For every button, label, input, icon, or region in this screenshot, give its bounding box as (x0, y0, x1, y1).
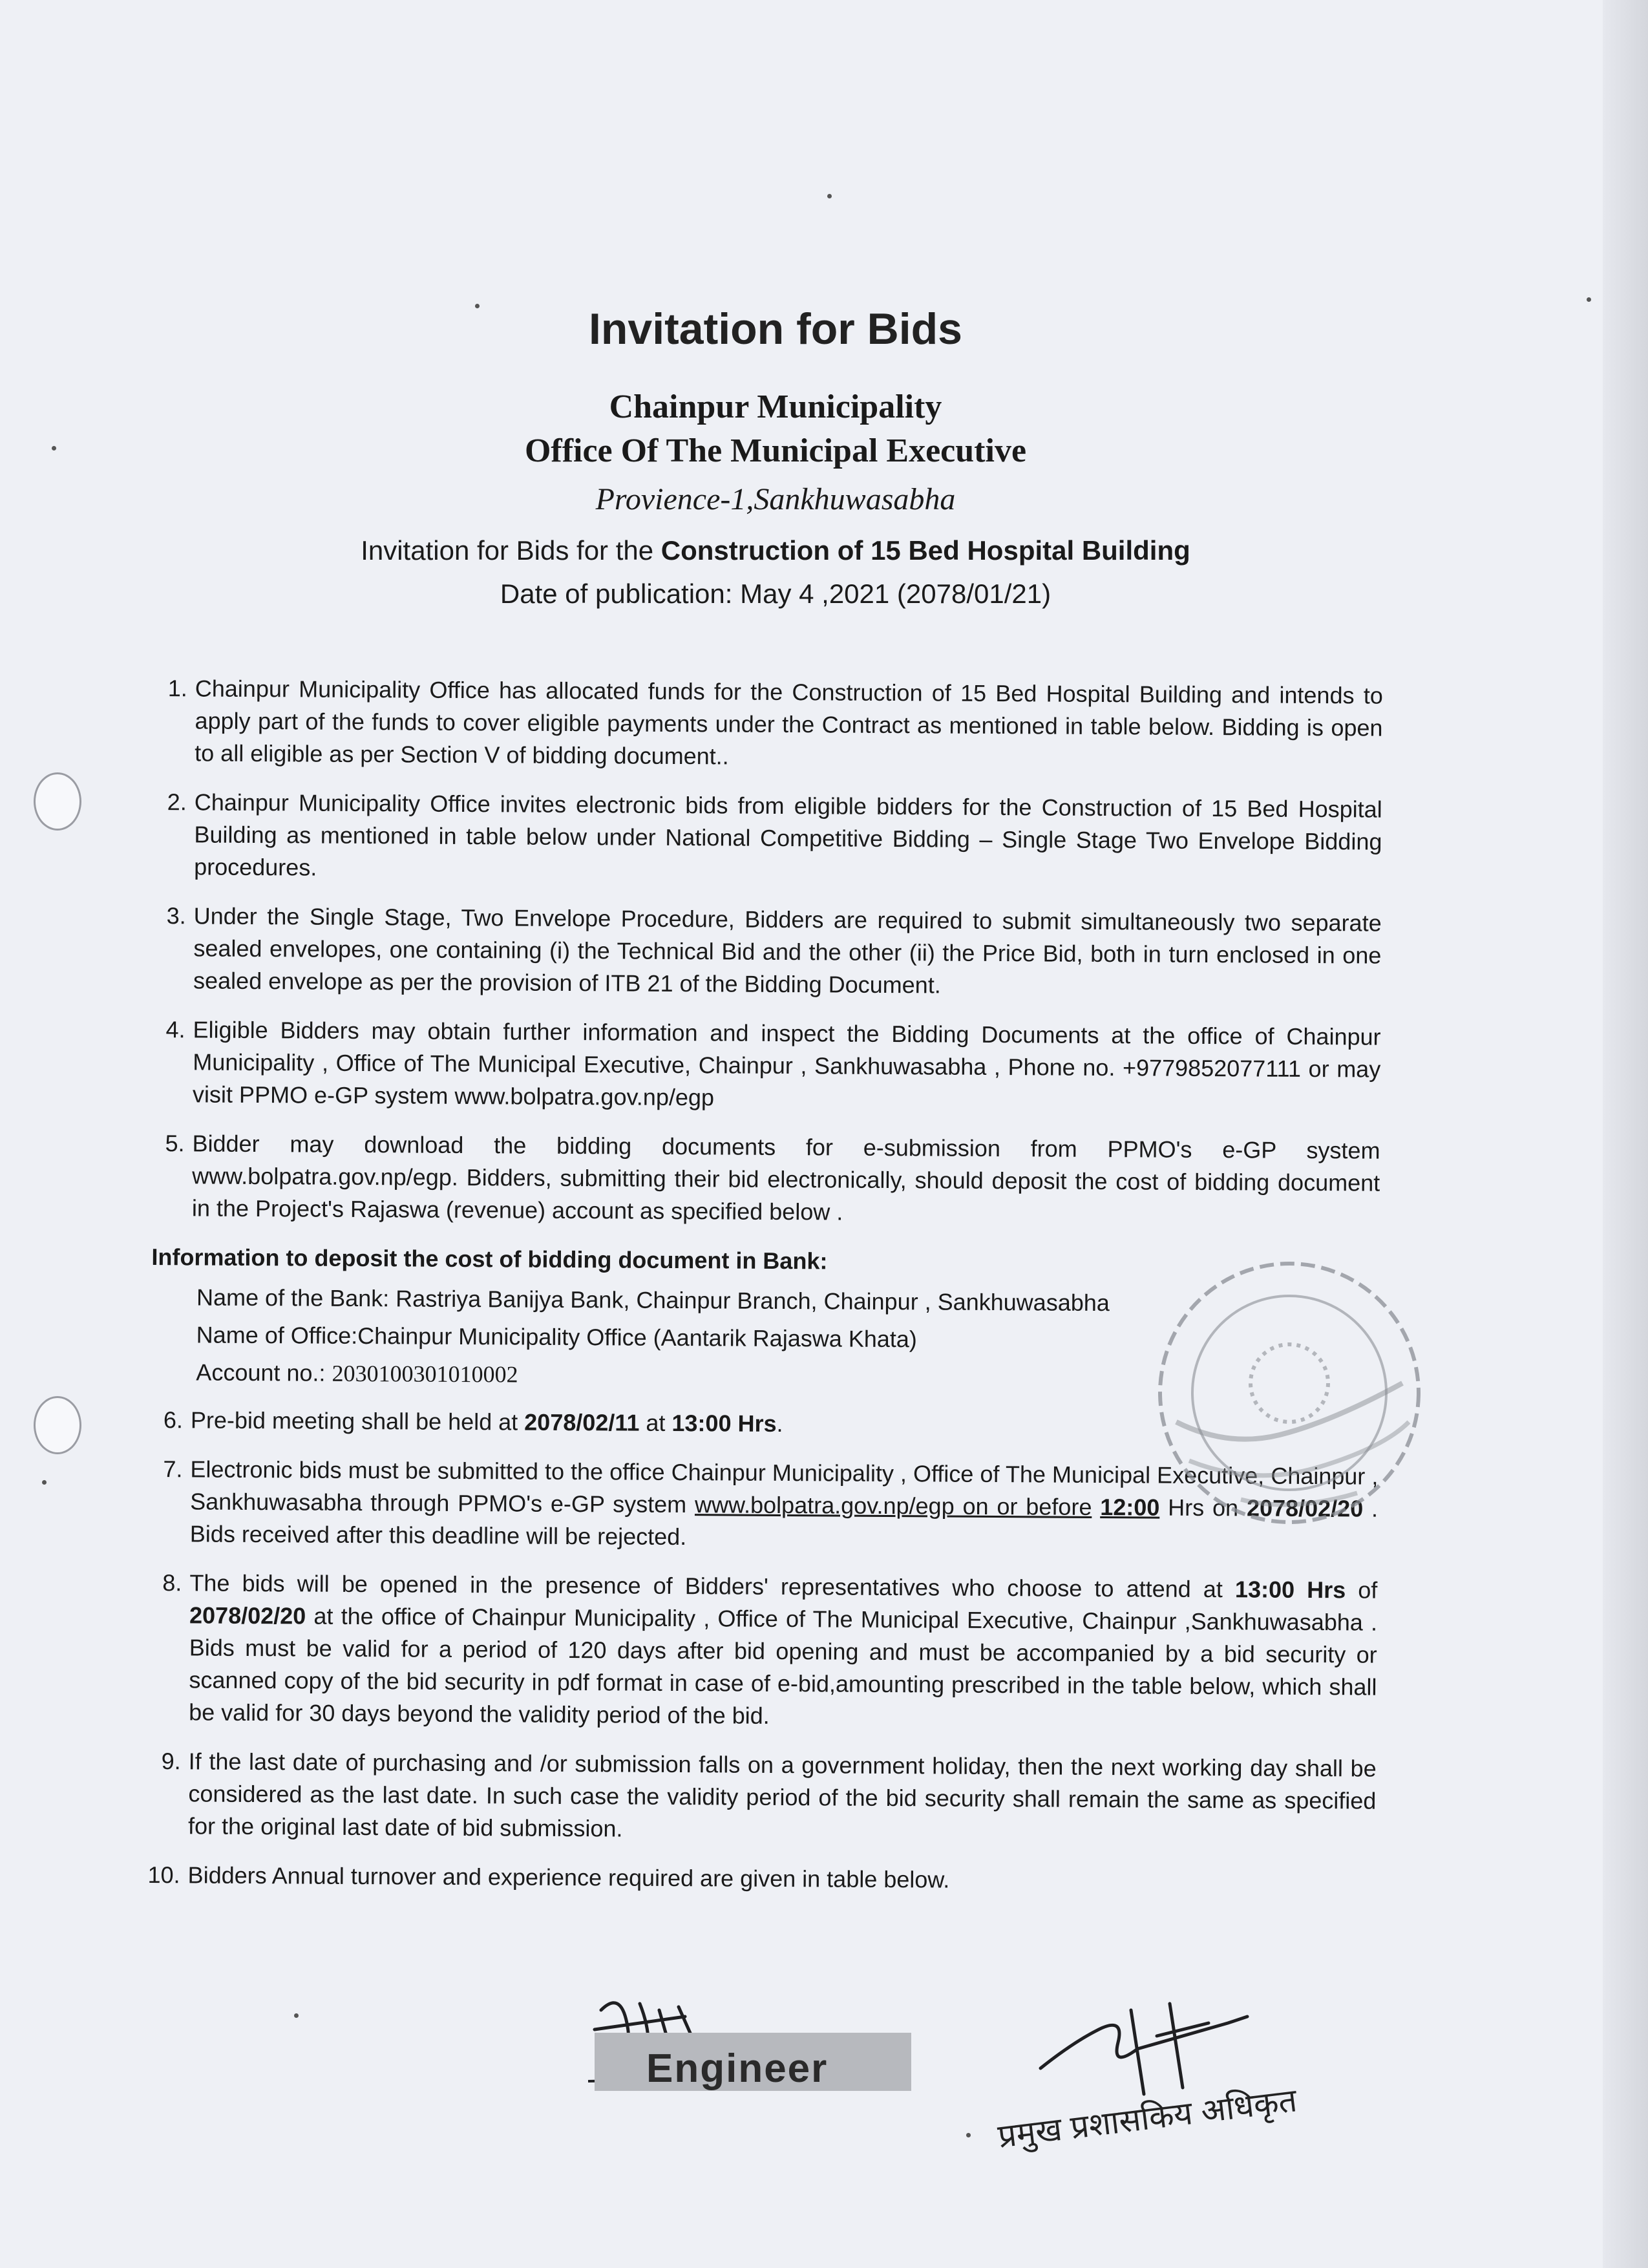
province-name: Provience-1,Sankhuwasabha (595, 482, 956, 516)
bank-account: Account no.: 2030100301010002 (196, 1359, 518, 1388)
scan-speck (1587, 297, 1591, 302)
engineer-stamp-text: Engineer (646, 2046, 829, 2091)
paragraph-8: 8. The bids will be opened in the presence of Bidders' representatives who choose to attend at 13:00 Hrs of 2078/02/20 at the office of Chainpur Municipality , Office of The Municipal Executive, Chainpur ,Sankhuwasabha . Bids must be valid for a period of 120 days after bid opening and must be accompanied by a bid security or scanned copy of the bid security in pdf format in case of e-bid,amounting prescribed in the table below, which shall be valid for 30 days beyond the validity period of the bid. (162, 1569, 1378, 1729)
invitation-subtitle (0, 535, 1551, 566)
page-edge-shadow (1603, 0, 1648, 2268)
scan-speck (966, 2133, 971, 2137)
paragraph-9: 9. If the last date of purchasing and /or submission falls on a government holiday, then the next working day shall be considered as the last date. In such case the validity period of the bid security shall remain the same as specified for the original last date of bid submission. (161, 1748, 1377, 1842)
paragraph-4: 4. Eligible Bidders may obtain further information and inspect the Bidding Documents at the office of Chainpur Municipality , Office of The Municipal Executive, Chainpur , Sankhuwasabha , Phone no. +9779852077111 or may visit PPMO e-GP system www.bolpatra.gov.np/egp (165, 1016, 1381, 1111)
paragraph-7: 7. Electronic bids must be submitted to the office Chainpur Municipality , Office of The Municipal Executive, Chainpur , Sankhuwasabha through PPMO's e-GP system www.bolpatra.gov.np/egp on or before 12:00 Hrs on 2078/02/20 . Bids received after this deadline will be rejected. (163, 1456, 1379, 1551)
office-name: Office Of The Municipal Executive (524, 432, 1027, 469)
project-name: Construction of 15 Bed Hospital Building (660, 535, 1190, 566)
official-round-seal (1150, 1254, 1428, 1532)
bank-info-heading: Information to deposit the cost of bidding document in Bank: (151, 1244, 828, 1275)
scan-speck (294, 2013, 299, 2018)
paragraph-3: 3. Under the Single Stage, Two Envelope Procedure, Bidders are required to submit simultaneously two separate sealed envelopes, one containing (i) the Technical Bid and the other (ii) the Price Bid, both in turn enclosed in one sealed envelope as per the provision of ITB 21 of the Bidding Document. (166, 902, 1382, 999)
scan-speck (827, 194, 832, 198)
officer-title: प्रमुख प्रशासकिय अधिकृत (995, 2082, 1299, 2155)
paragraph-1: 1. Chainpur Municipality Office has allocated funds for the Construction of 15 Bed Hospital Building and intends to apply part of the funds to cover eligible payments under the Contract as mentioned in table below. Bidding is open to all eligible as per Section V of bidding document.. (167, 675, 1383, 770)
egp-link[interactable]: www.bolpatra.gov.np/egp on or before (694, 1491, 1092, 1520)
municipality-name: Chainpur Municipality (609, 388, 942, 425)
invitation-prefix: Invitation for Bids for the (361, 535, 661, 566)
paragraph-2: 2. Chainpur Municipality Office invites electronic bids from eligible bidders for the Construction of 15 Bed Hospital Building as mentioned in table below under National Competitive Bidding – Single Stage Two Envelope Bidding procedures. (167, 789, 1382, 881)
publication-date: Date of publication: May 4 ,2021 (2078/01/21) (500, 578, 1051, 609)
bank-office: Name of Office:Chainpur Municipality Office (Aantarik Rajaswa Khata) (196, 1321, 918, 1353)
page-title: Invitation for Bids (589, 304, 962, 354)
paragraph-10: 10. Bidders Annual turnover and experience required are given in table below. (147, 1861, 950, 1893)
bank-name: Name of the Bank: Rastriya Banijya Bank, Chainpur Branch, Chainpur , Sankhuwasabha (196, 1284, 1110, 1317)
account-number: 2030100301010002 (332, 1360, 518, 1388)
punch-hole-top (34, 772, 81, 831)
punch-hole-bottom (34, 1396, 81, 1454)
scan-speck (42, 1480, 47, 1485)
paragraph-6: 6. Pre-bid meeting shall be held at 2078/02/11 at 13:00 Hrs. (163, 1406, 783, 1437)
paragraph-5: 5. Bidder may download the bidding documents for e-submission from PPMO's e-GP system www.bolpatra.gov.np/egp. Bidders, submitting their bid electronically, should deposit the cost of bidding document in the Project's Rajaswa (revenue) account as specified below . (165, 1130, 1380, 1225)
